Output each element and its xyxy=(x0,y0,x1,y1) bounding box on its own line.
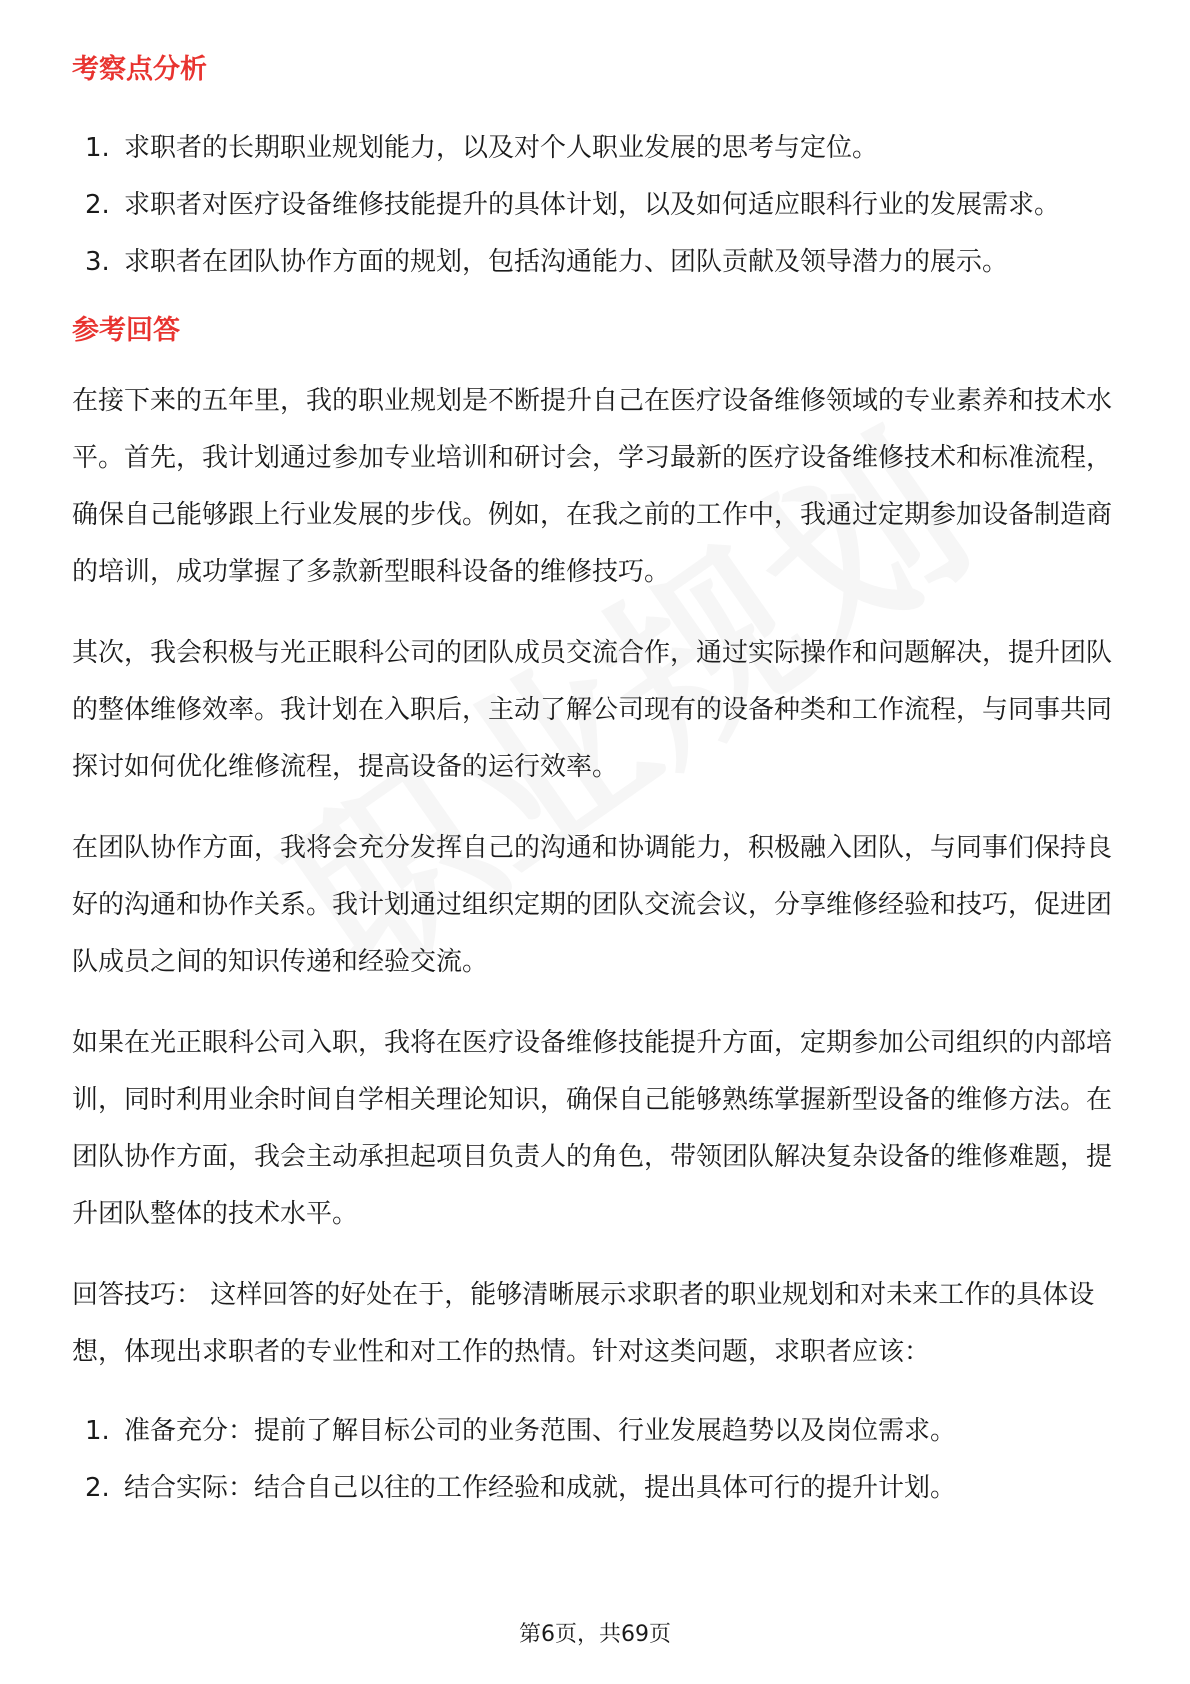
paragraph: 如果在光正眼科公司入职，我将在医疗设备维修技能提升方面，定期参加公司组织的内部培训，同时利用业余时间自学相关理论知识，确保自己能够熟练掌握新型设备的维修方法。在团队协作方面，我会主动承担起项目负责人的角色，带领团队解决复杂设备的维修难题，提升团队整体的技术水平。 xyxy=(72,1028,1113,1229)
list-item xyxy=(72,234,1122,291)
list-number: 1. xyxy=(85,1416,110,1446)
list-item xyxy=(72,1403,1122,1460)
paragraph: 在团队协作方面，我将会充分发挥自己的沟通和协调能力，积极融入团队，与同事们保持良好的沟通和协作关系。我计划通过组织定期的团队交流会议，分享维修经验和技巧，促进团队成员之间的知识传递和经验交流。 xyxy=(72,833,1113,977)
answer-heading: 参考回答 xyxy=(72,315,180,346)
paragraph: 在接下来的五年里，我的职业规划是不断提升自己在医疗设备维修领域的专业素养和技术水平。首先，我计划通过参加专业培训和研讨会，学习最新的医疗设备维修技术和标准流程，确保自己能够跟上行业发展的步伐。例如，在我之前的工作中，我通过定期参加设备制造商的培训，成功掌握了多款新型眼科设备的维修技巧。 xyxy=(72,386,1113,587)
paragraph: 回答技巧： 这样回答的好处在于，能够清晰展示求职者的职业规划和对未来工作的具体设想，体现出求职者的专业性和对工作的热情。针对这类问题，求职者应该： xyxy=(72,1280,1095,1367)
list-number: 2. xyxy=(85,190,110,220)
list-item xyxy=(72,1460,1122,1517)
list-text: 结合实际：结合自己以往的工作经验和成就，提出具体可行的提升计划。 xyxy=(124,1473,957,1503)
document-body xyxy=(72,50,1122,1517)
list-number: 2. xyxy=(85,1473,110,1503)
list-text: 求职者的长期职业规划能力，以及对个人职业发展的思考与定位。 xyxy=(124,133,879,163)
list-item xyxy=(72,177,1122,234)
list-text: 求职者对医疗设备维修技能提升的具体计划，以及如何适应眼科行业的发展需求。 xyxy=(124,190,1061,220)
list-text: 准备充分：提前了解目标公司的业务范围、行业发展趋势以及岗位需求。 xyxy=(124,1416,957,1446)
list-number: 1. xyxy=(85,133,110,163)
list-text: 求职者在团队协作方面的规划，包括沟通能力、团队贡献及领导潜力的展示。 xyxy=(124,247,1009,277)
list-item xyxy=(72,120,1122,177)
paragraph: 其次，我会积极与光正眼科公司的团队成员交流合作，通过实际操作和问题解决，提升团队的整体维修效率。我计划在入职后，主动了解公司现有的设备种类和工作流程，与同事共同探讨如何优化维修流程，提高设备的运行效率。 xyxy=(72,638,1113,782)
page-footer: 第6页，共69页 xyxy=(519,1622,671,1647)
tips-list xyxy=(72,1403,1122,1517)
analysis-heading: 考察点分析 xyxy=(72,54,207,85)
list-number: 3. xyxy=(85,247,110,277)
analysis-list xyxy=(72,120,1122,291)
